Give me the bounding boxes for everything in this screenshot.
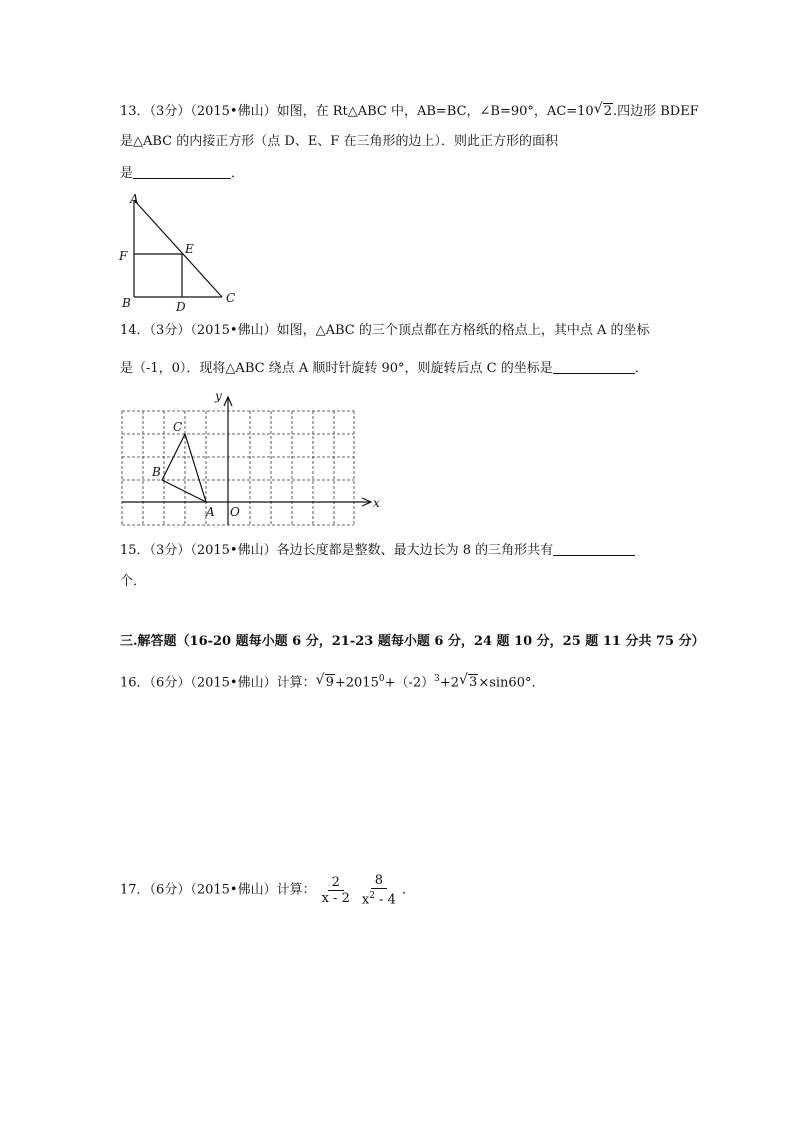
q13-figure [112,190,252,315]
q14-line1: 14．（3分）（2015•佛山）如图，△ABC 的三个顶点都在方格纸的格点上，其中点 A 的坐标 [120,323,650,338]
label-c: C [173,420,183,434]
q16-line: 16．（6分）（2015•佛山）计算： √ $9+2015^0+(-2)^3+2$ √ 3×sin60°． [120,672,545,691]
sqrt-2: √ 2 [593,101,612,119]
q13-line1: 13．（3分）（2015•佛山）如图，在 Rt△ABC 中，AB=BC，∠B=90°，AC=10 √ 2.四边形 BDEF [120,101,699,119]
answer-blank-13[interactable] [133,164,231,179]
answer-blank-15[interactable] [553,541,635,556]
triangle-abc [162,434,206,502]
label-f: F [119,249,128,263]
fraction-2: $\frac{8}{x^2 - 4}$ [361,873,396,908]
q14-line2: 是（-1，0）．现将△ABC 绕点 A 顺时针旋转 90°，则旋转后点 C 的坐标是 ． [120,361,648,376]
sqrt-9: √ 9 [315,672,334,691]
q17-line: 17．（6分）（2015•佛山）计算： $\frac{2}{x - 2}$ $\frac{8}{x^2 - 4}$ ． [120,873,415,908]
sqrt-3: √ 3 [459,672,478,691]
q14-grid-figure [112,388,387,533]
label-c: C [226,291,236,305]
q15-line1: 15．（3分）（2015•佛山）各边长度都是整数、最大边长为 8 的三角形共有 [120,541,635,560]
q13-line3: 是 ． [120,166,245,181]
label-b: B [122,296,131,310]
fraction-1: $\frac{2}{x - 2}$ [321,874,350,906]
q13-line2: 是△ABC 的内接正方形（点 D、E、F 在三角形的边上）．则此正方形的面积 [120,134,558,149]
label-b: B [152,465,161,479]
label-a: A [206,505,215,519]
label-d: D [176,300,186,314]
label-a: A [130,192,139,206]
side-ac [134,200,222,297]
label-o: O [230,505,240,519]
label-y: y [215,389,222,403]
label-x: x [373,496,380,510]
section-3-title: 三.解答题（16-20 题每小题 6 分，21-23 题每小题 6 分，24 题 10 分，25 题 11 分共 75 分） [120,634,705,649]
q15-line2: 个． [120,574,147,589]
answer-blank-14[interactable] [553,359,635,374]
label-e: E [185,242,194,256]
